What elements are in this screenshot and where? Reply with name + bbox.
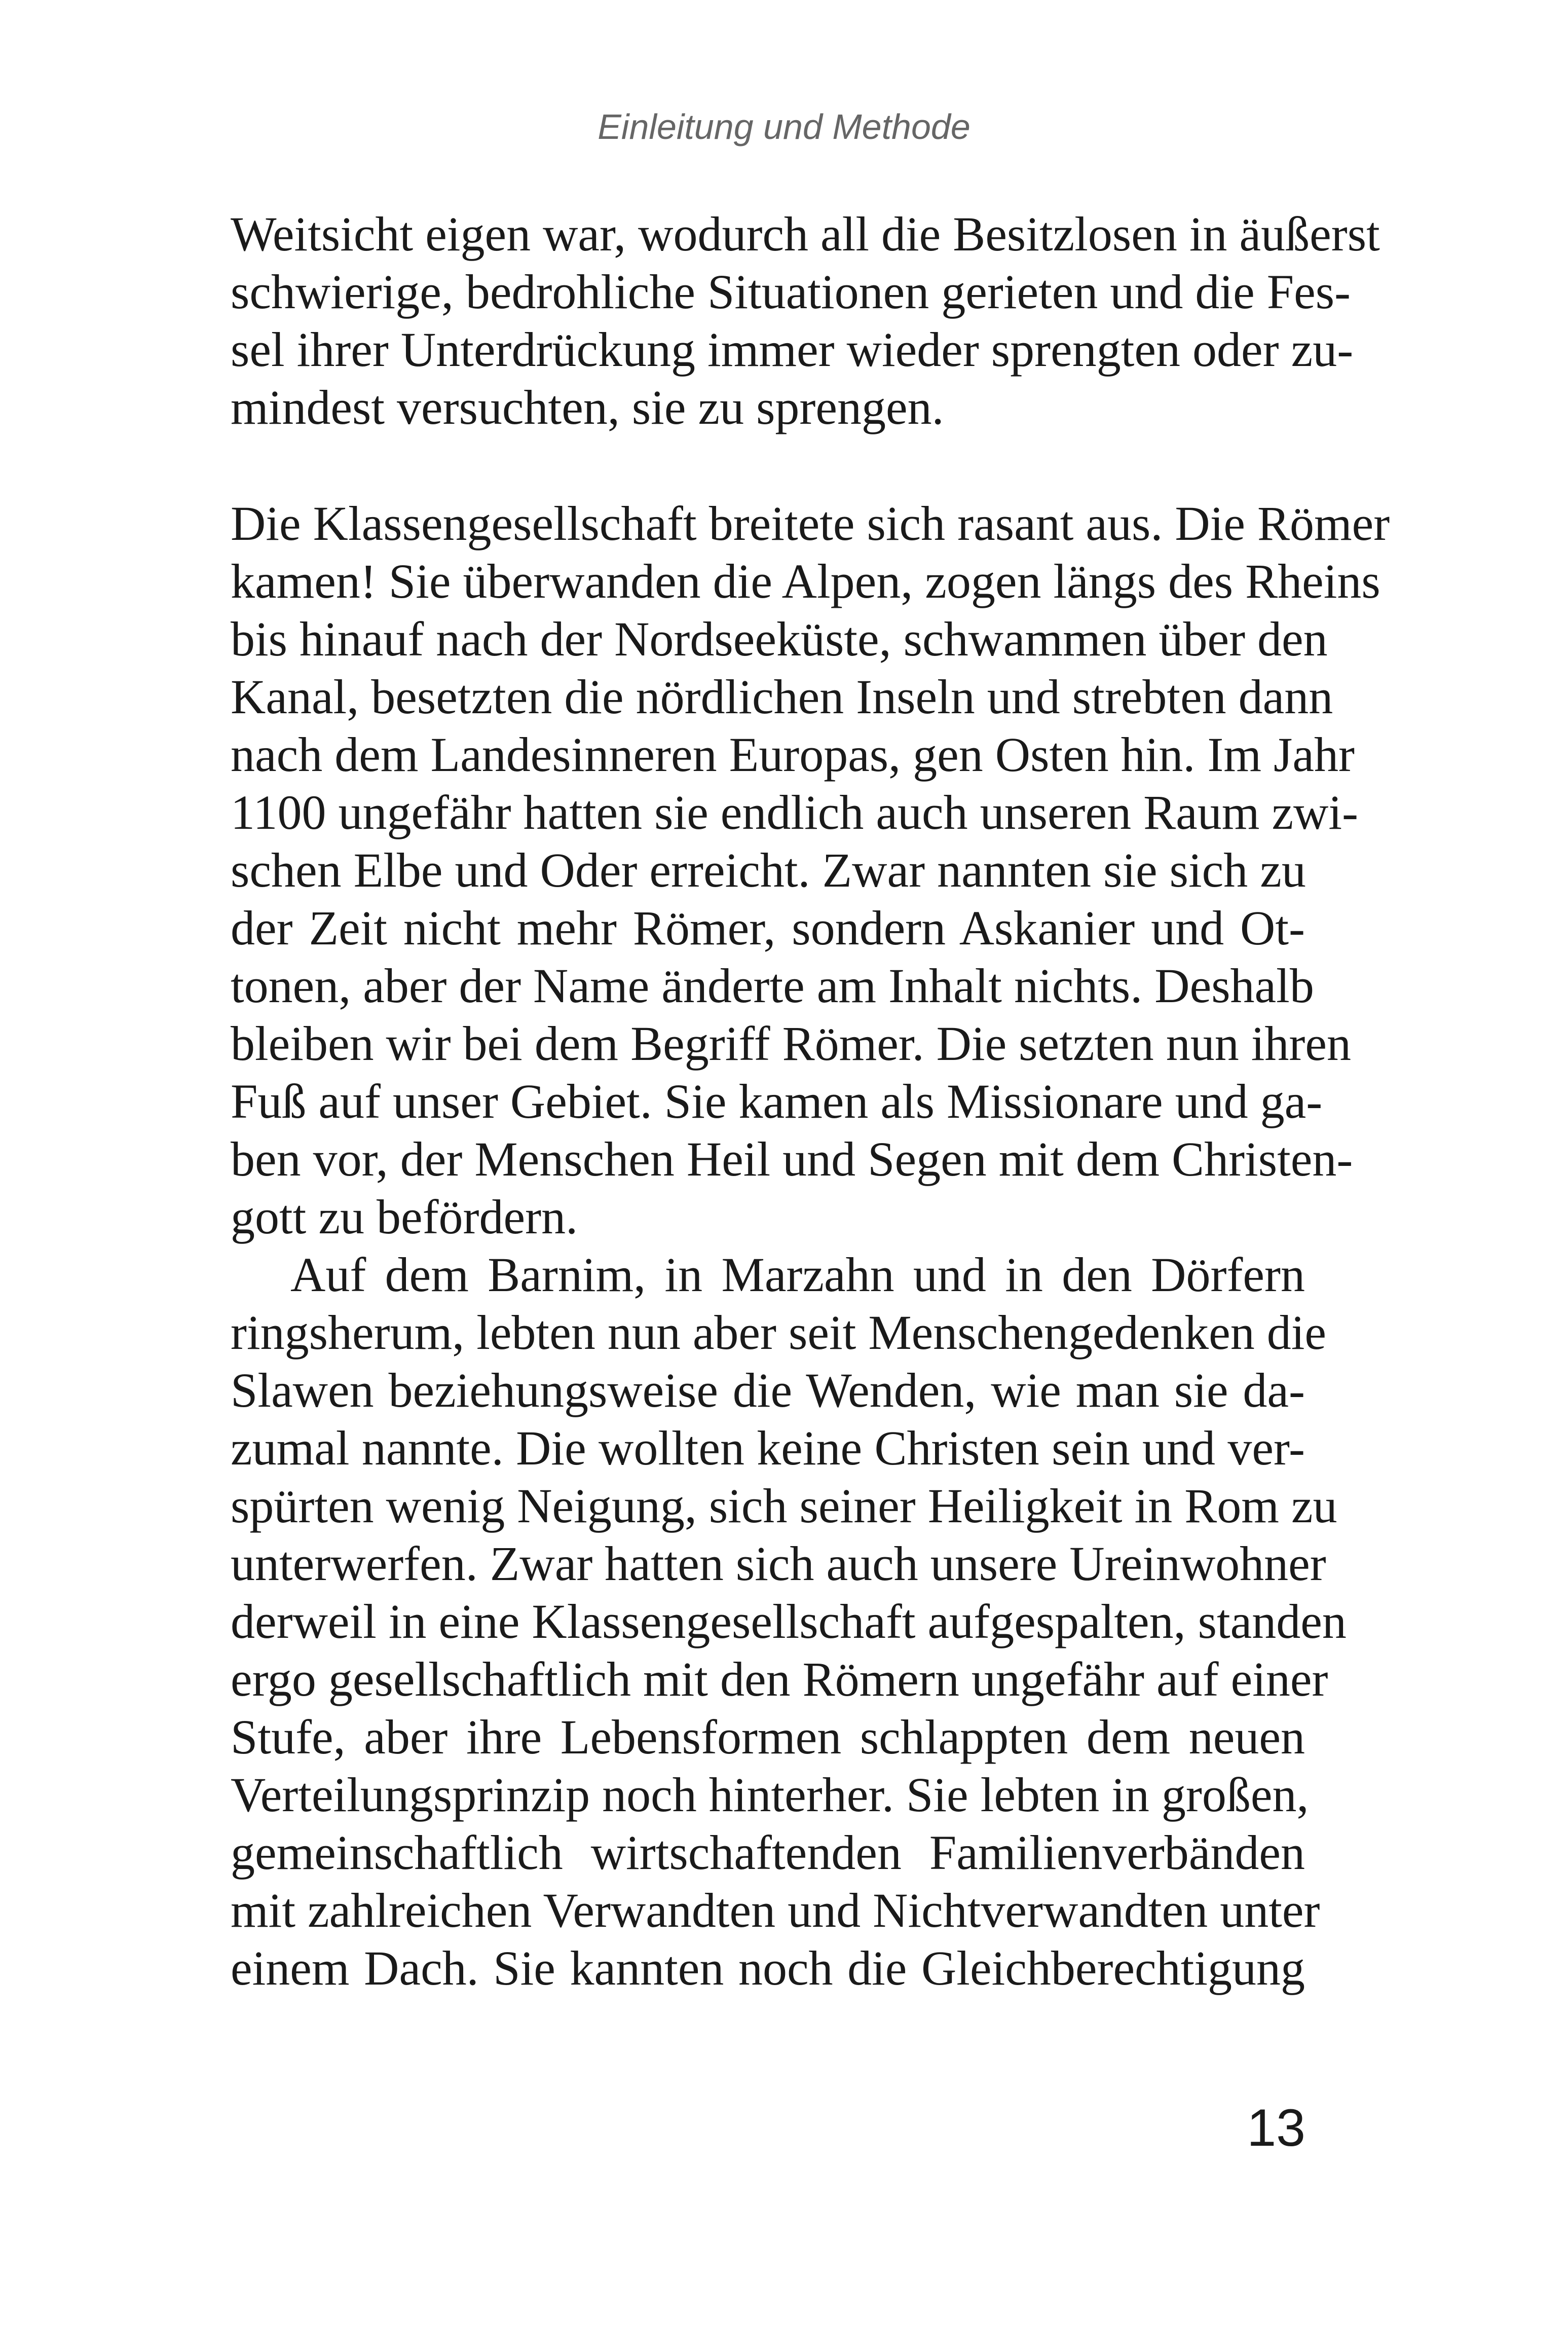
- text-line: ben vor, der Menschen Heil und Segen mit dem Christen-: [231, 1132, 1353, 1186]
- body-text: [231, 205, 1390, 1997]
- text-line: schen Elbe und Oder erreicht. Zwar nannten sie sich zu: [231, 843, 1306, 897]
- text-line: Die Klassengesellschaft breitete sich rasant aus. Die Römer: [231, 496, 1390, 551]
- text-line: bleiben wir bei dem Begriff Römer. Die setzten nun ihren: [231, 1016, 1351, 1071]
- text-line: Verteilungsprinzip noch hinterher. Sie lebten in großen,: [231, 1768, 1309, 1822]
- text-line: Weitsicht eigen war, wodurch all die Besitzlosen in äußerst: [231, 207, 1380, 261]
- text-line: sel ihrer Unterdrückung immer wieder sprengten oder zu-: [231, 322, 1354, 377]
- paragraph: [231, 205, 1380, 436]
- paragraph-gap: [231, 436, 1305, 495]
- text-line: Kanal, besetzten die nördlichen Inseln und strebten dann: [231, 670, 1333, 724]
- text-line: unterwerfen. Zwar hatten sich auch unsere Ureinwohner: [231, 1536, 1326, 1591]
- text-line: der Zeit nicht mehr Römer, sondern Askanier und Ot-: [231, 901, 1305, 955]
- text-line: Slawen beziehungsweise die Wenden, wie man sie da-: [231, 1363, 1305, 1417]
- text-line: Stufe, aber ihre Lebensformen schlappten dem neuen: [231, 1710, 1305, 1764]
- paragraph: [231, 1246, 1347, 1997]
- text-line: 1100 ungefähr hatten sie endlich auch unseren Raum zwi-: [231, 785, 1359, 839]
- text-line: mindest versuchten, sie zu sprengen.: [231, 380, 944, 434]
- text-line: Auf dem Barnim, in Marzahn und in den Dörfern: [290, 1248, 1305, 1302]
- text-line: bis hinauf nach der Nordseeküste, schwammen über den: [231, 612, 1328, 666]
- text-line: derweil in eine Klassengesellschaft aufgespalten, standen: [231, 1594, 1347, 1648]
- text-line: tonen, aber der Name änderte am Inhalt nichts. Deshalb: [231, 959, 1314, 1013]
- text-line: kamen! Sie überwanden die Alpen, zogen längs des Rheins: [231, 554, 1380, 608]
- text-line: Fuß auf unser Gebiet. Sie kamen als Missionare und ga-: [231, 1074, 1323, 1128]
- text-line: ringsherum, lebten nun aber seit Menschengedenken die: [231, 1305, 1326, 1360]
- text-line: ergo gesellschaftlich mit den Römern ungefähr auf einer: [231, 1652, 1328, 1706]
- text-line: gott zu befördern.: [231, 1190, 578, 1244]
- text-line: spürten wenig Neigung, sich seiner Heiligkeit in Rom zu: [231, 1479, 1337, 1533]
- text-line: einem Dach. Sie kannten noch die Gleichberechtigung: [231, 1941, 1305, 1995]
- text-line: gemeinschaftlich wirtschaftenden Familienverbänden: [231, 1825, 1305, 1880]
- text-line: nach dem Landesinneren Europas, gen Osten hin. Im Jahr: [231, 727, 1355, 782]
- page-number: 13: [1247, 2099, 1305, 2157]
- text-line: schwierige, bedrohliche Situationen gerieten und die Fes-: [231, 265, 1351, 319]
- paragraph: [231, 495, 1390, 1246]
- text-line: mit zahlreichen Verwandten und Nichtverwandten unter: [231, 1883, 1320, 1937]
- text-line: zumal nannte. Die wollten keine Christen sein und ver-: [231, 1421, 1305, 1475]
- running-header: Einleitung und Methode: [598, 107, 970, 146]
